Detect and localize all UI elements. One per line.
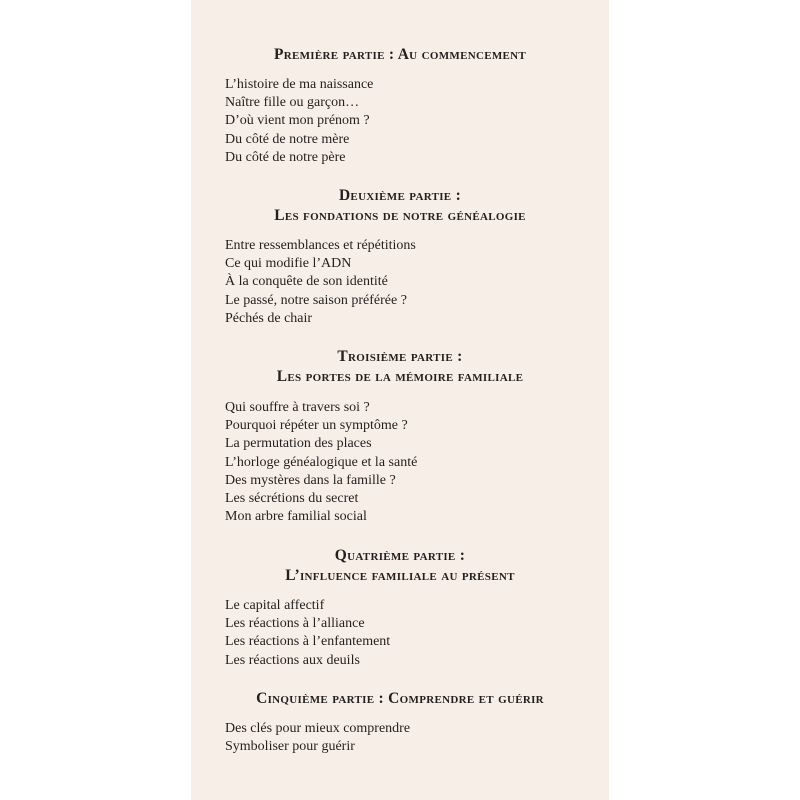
part-1-title-line-1: Première partie : Au commencement: [273, 46, 527, 63]
toc-item: L’horloge généalogique et la santé: [225, 454, 418, 470]
toc-item: Des clés pour mieux comprendre: [225, 721, 411, 736]
toc-item: Les réactions à l’alliance: [225, 616, 365, 632]
part-5-title: [191, 689, 609, 709]
toc-item: Péchés de chair: [225, 310, 313, 326]
toc-item: Naître fille ou garçon…: [225, 95, 360, 111]
part-5-items: [225, 720, 410, 756]
toc-item: À la conquête de son identité: [225, 274, 388, 290]
toc-item: D’où vient mon prénom ?: [225, 113, 370, 129]
part-3-items: [225, 399, 417, 526]
toc-item: Pourquoi répéter un symptôme ?: [225, 418, 408, 434]
part-3-title: [191, 347, 609, 387]
toc-item: Les sécrétions du secret: [225, 491, 359, 507]
toc-item: Du côté de notre mère: [225, 131, 350, 147]
toc-item: Le passé, notre saison préférée ?: [225, 292, 407, 308]
toc-item: Symboliser pour guérir: [225, 739, 355, 755]
toc-item: L’histoire de ma naissance: [225, 77, 374, 92]
part-1-title: [191, 45, 609, 65]
part-4-title-line-1: Quatrième partie :: [334, 547, 466, 564]
part-3-title-line-2: Les portes de la mémoire familiale: [276, 368, 524, 385]
part-4-items: [225, 597, 390, 670]
part-2-title-line-2: Les fondations de notre généalogie: [274, 207, 526, 224]
part-3-title-line-1: Troisième partie :: [337, 348, 463, 365]
part-4-title-line-2: L’influence familiale au présent: [285, 567, 515, 584]
part-5-title-line-1: Cinquième partie : Comprendre et guérir: [256, 690, 544, 707]
part-2-items: [225, 237, 416, 328]
toc-item: Le capital affectif: [225, 598, 325, 613]
toc-item: La permutation des places: [225, 436, 372, 452]
toc-item: Du côté de notre père: [225, 149, 346, 165]
toc-item: Des mystères dans la famille ?: [225, 472, 396, 488]
part-1-items: [225, 76, 373, 167]
part-2-title: [191, 186, 609, 226]
toc-item: Qui souffre à travers soi ?: [225, 400, 370, 415]
part-2-title-line-1: Deuxième partie :: [338, 187, 462, 204]
toc-item: Entre ressemblances et répétitions: [225, 238, 416, 253]
toc-page: [191, 0, 609, 800]
part-4-title: [191, 546, 609, 586]
toc-item: Les réactions aux deuils: [225, 652, 360, 668]
toc-item: Les réactions à l’enfantement: [225, 634, 391, 650]
toc-item: Ce qui modifie l’ADN: [225, 256, 352, 272]
toc-item: Mon arbre familial social: [225, 509, 367, 525]
